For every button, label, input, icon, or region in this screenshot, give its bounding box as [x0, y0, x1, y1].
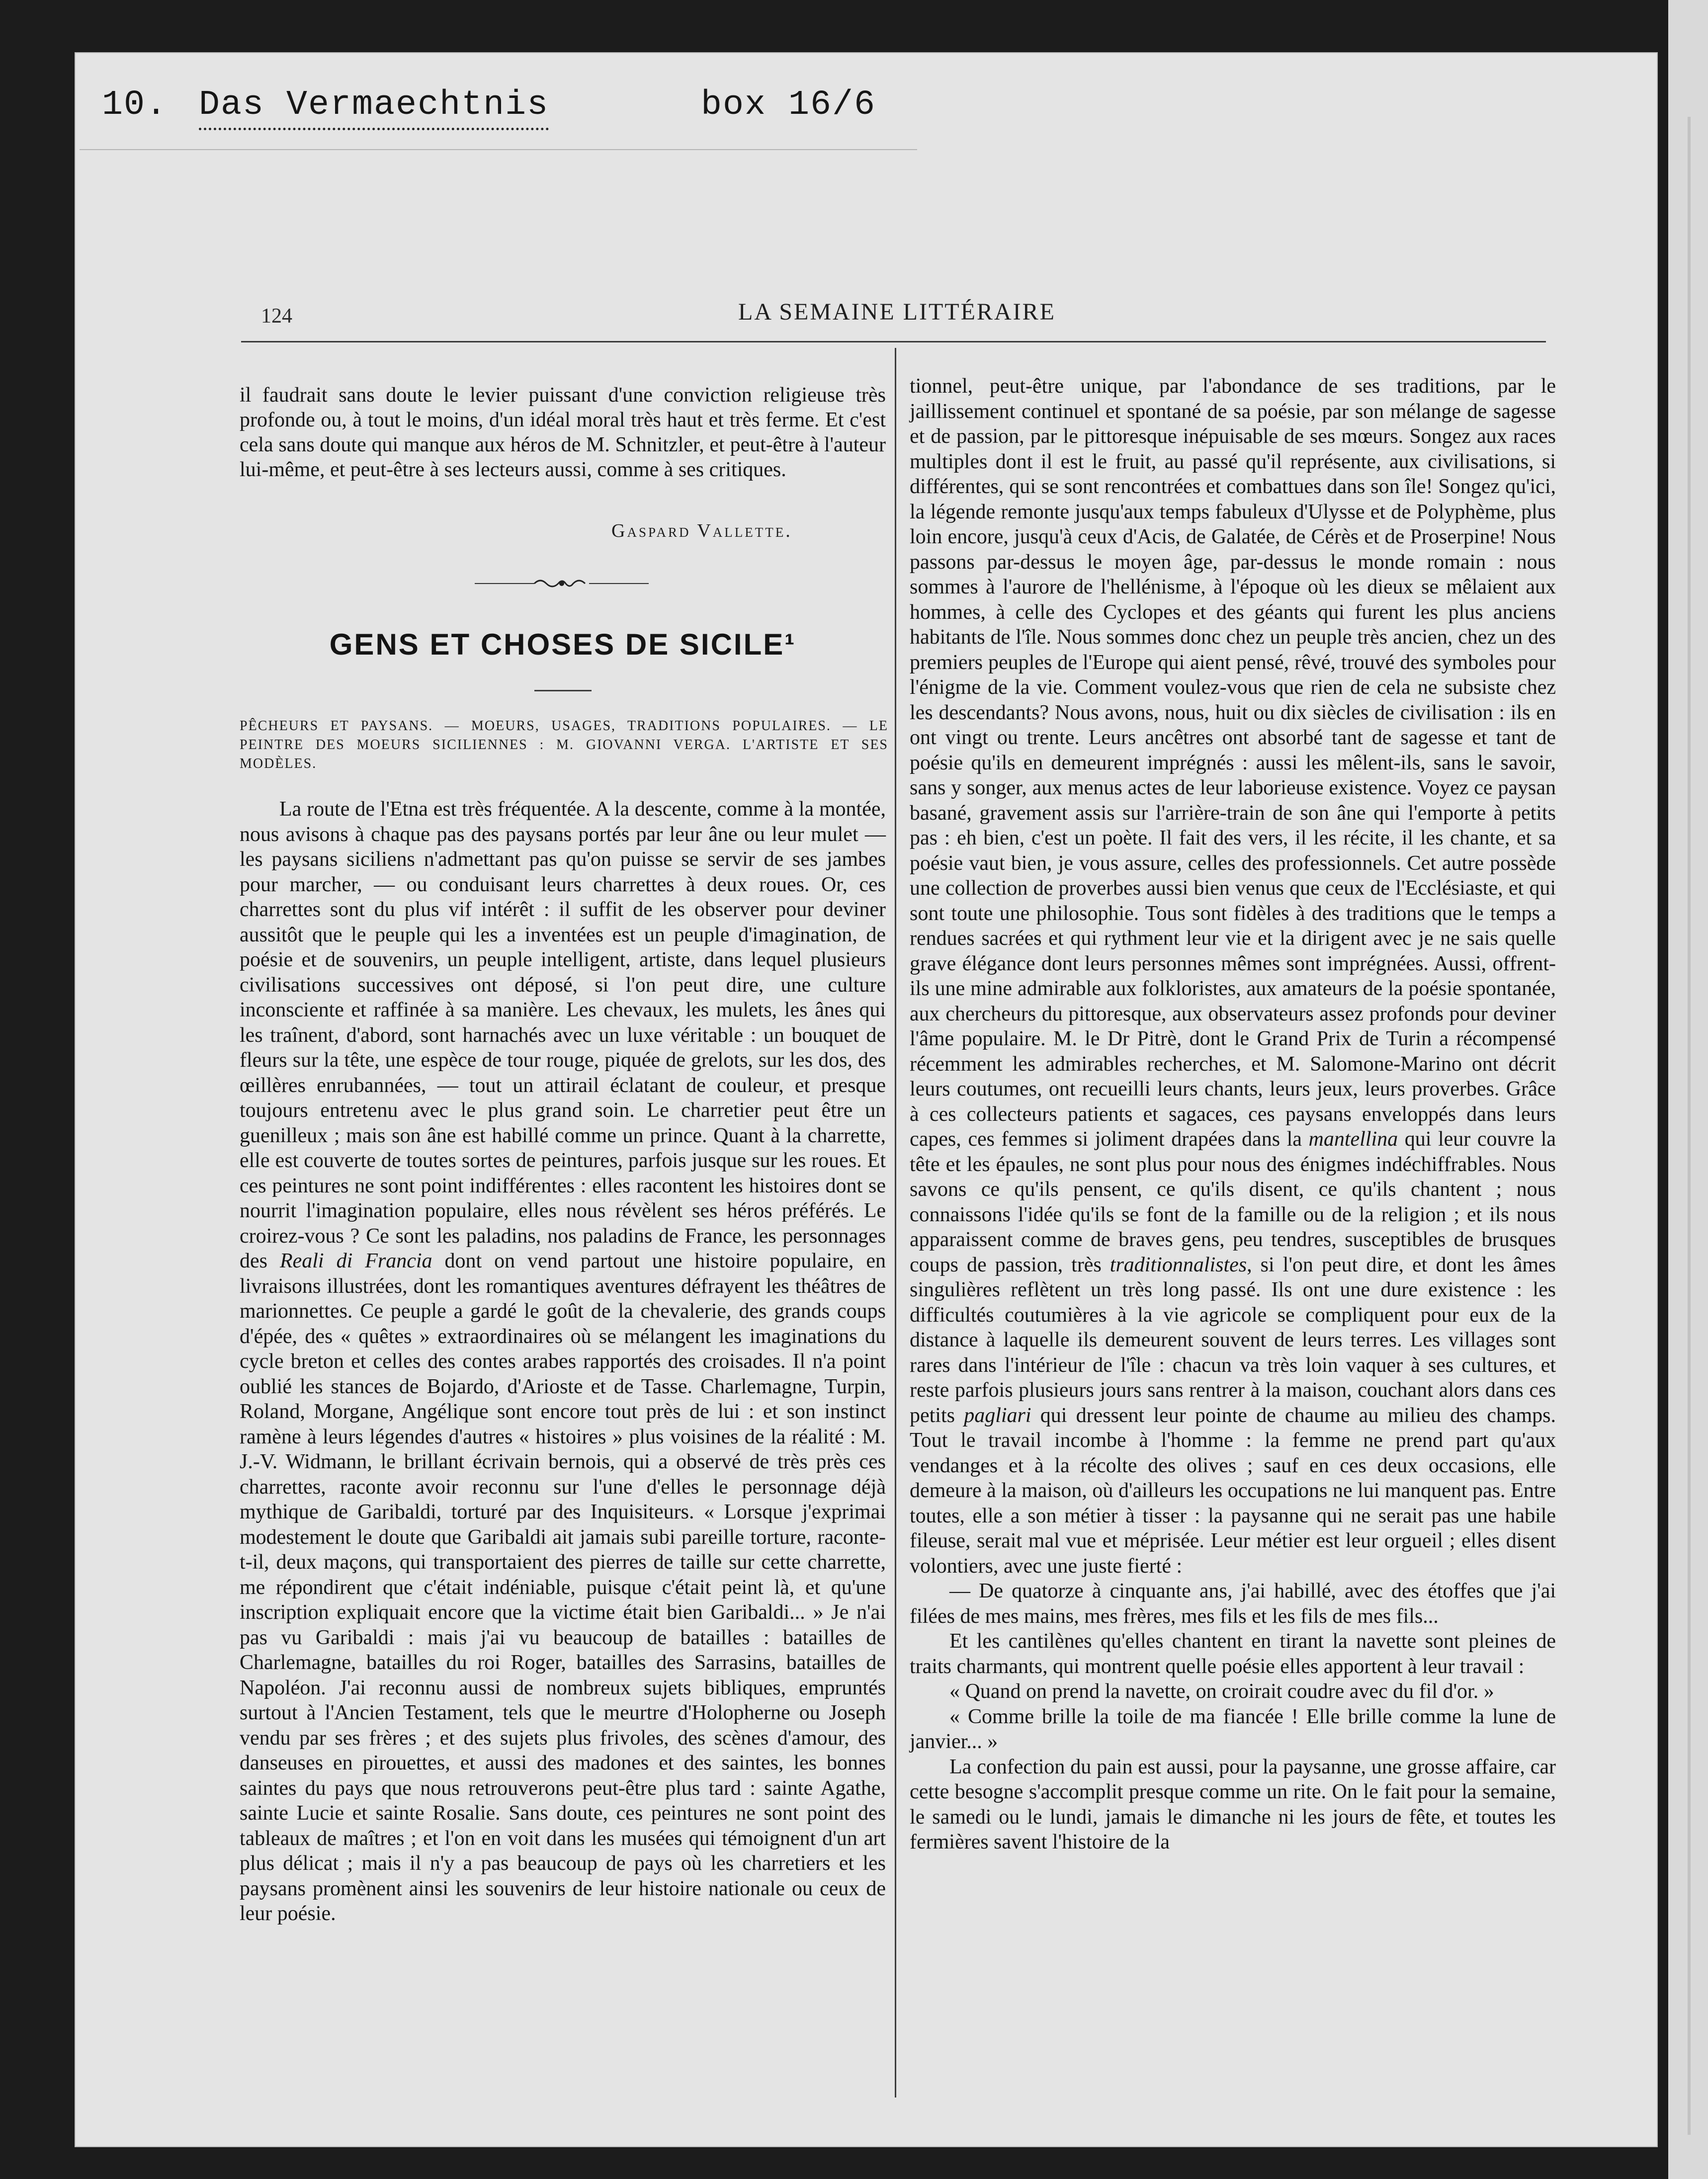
previous-article-text: il faudrait sans doute le levier puissant d'une conviction religieuse très profonde ou, à tout le moins, d'un idéal moral très haut et très ferme. Et c'est cela sans doute qui manque aux héros de M. Schnitzler, et peut-être à l'auteur lui-même, et peut-être à ses lecteurs aussi, comme à ses critiques. — [240, 384, 886, 481]
right-italic-traditionnalistes: traditionnalistes — [1110, 1253, 1247, 1276]
left-column-paragraph — [240, 797, 886, 1927]
article-subheads: PÊCHEURS ET PAYSANS. — MOEURS, USAGES, TRADITIONS POPULAIRES. — LE PEINTRE DES MOEURS SICILIENNES : M. GIOVANNI VERGA. L'ARTISTE ET SES MODÈLES. — [240, 718, 888, 771]
column-divider — [895, 348, 896, 2097]
right-quote-paragraph: — De quatorze à cinquante ans, j'ai habillé, avec des étoffes que j'ai filées de mes mains, mes frères, mes fils et les fils de mes fils... — [910, 1580, 1556, 1628]
title-rule — [534, 690, 592, 691]
previous-article-ending — [240, 383, 886, 482]
ornament-divider — [475, 576, 649, 591]
right-italic-mantellina: mantellina — [1308, 1128, 1398, 1151]
article-left-column — [240, 797, 886, 1927]
right-text-2: qui leur couvre la tête et les épaules, ne sont plus pour nous des énigmes indéchiffrables. Nous savons ce qu'ils pensent, ce qu'ils disent, ce qu'ils chantent ; nous connaissons l'idée qu'ils se font de la famille ou de la religion ; et ils nous apparaissent comme de braves gens, peu tendres, susceptibles de brusques coups de passion, très — [910, 1128, 1556, 1276]
archive-box: box 16/6 — [701, 85, 876, 125]
page-header — [241, 298, 1546, 343]
left-text-1: La route de l'Etna est très fréquentée. A la descente, comme à la montée, nous avisons à chaque pas des paysans portés par leur âne ou leur mulet — les paysans siciliens n'admettant pas qu'on puisse se servir de ses jambes pour marcher, — ou conduisant leurs charrettes à deux roues. Or, ces charrettes sont du plus vif intérêt : il suffit de les observer pour deviner aussitôt que le peuple qui les a inventées est un peuple d'imagination, de poésie et de souvenirs, un peuple intelligent, artiste, dans lequel plusieurs civilisations successives ont déposé, si l'on peut dire, une culture inconsciente et raffinée à sa manière. Les chevaux, les mulets, les ânes qui les traînent, d'abord, sont harnachés avec un luxe véritable : un bouquet de fleurs sur la tête, une espèce de tour rouge, piquée de grelots, sur les dos, des œillères enrubannées, — tout un attirail éclatant de couleur, et presque toujours entretenu avec le plus grand soin. Le charretier peut être un guenilleux ; mais son âne est habillé comme un prince. Quant à la charrette, elle est couverte de toutes sortes de peintures, parfois jusque sur les roues. Et ces peintures ne sont point indifférentes : elles racontent les histoires dont se nourrit l'imagination populaire, elles nous révèlent ses héros préférés. Le croirez-vous ? Ce sont les paladins, nos paladins de France, les personnages des — [240, 798, 886, 1272]
author-signature: Gaspard Vallette. — [611, 520, 792, 541]
left-text-2: dont on vend partout une histoire populaire, en livraisons illustrées, dont les romantiques aventures défrayent les théâtres de marionnettes. Ce peuple a gardé le goût de la chevalerie, des grands coups d'épée, des « quêtes » extraordinaires où se mélangent les imaginations du cycle breton et celles des contes arabes rapportés des croisades. Il n'a point oublié les stances de Bojardo, d'Arioste et de Tasse. Charlemagne, Turpin, Roland, Morgane, Angélique sont encore tout près de lui : et son instinct ramène à leurs légendes d'autres « histoires » plus voisines de la réalité : M. J.-V. Widmann, le brillant écrivain bernois, qui a observé de très près ces charrettes, raconte avoir reconnu sur l'une d'elles le personnage déjà mythique de Garibaldi, torturé par des Inquisiteurs. « Lorsque j'exprimai modestement le doute que Garibaldi ait jamais subi pareille torture, raconte-t-il, deux maçons, qui transportaient des pierres de taille sur cette charrette, me répondirent que c'était indéniable, puisque c'était peint là, et qu'une inscription expliquait encore que la victime était bien Garibaldi... » Je n'ai pas vu Garibaldi : mais j'ai vu beaucoup de batailles : batailles de Charlemagne, batailles du roi Roger, batailles des Sarrasins, batailles de Napoléon. J'ai reconnu aussi de nombreux sujets bibliques, empruntés surtout à l'Ancien Testament, tels que le meurtre d'Holopherne ou Joseph vendu par ses frères ; et des sujets plus frivoles, des scènes d'amour, des danseuses en pirouettes, et aussi des madones et des saintes, les bonnes saintes du pays que nous retrouverons peut-être plus tard : sainte Agathe, sainte Lucie et sainte Rosalie. Sans doute, ces peintures ne sont point des tableaux de maîtres ; et l'on en voit dans les musées qui témoignent d'un art plus délicat ; mais il n'y a pas beaucoup de pays où les charretiers et les paysans promènent ainsi les souvenirs de leur histoire nationale ou ceux de leur poésie. — [240, 1250, 886, 1925]
right-paragraph-pain: La confection du pain est aussi, pour la paysanne, une grosse affaire, car cette besogne s'accomplit presque comme un rite. On le fait pour la semaine, le samedi ou le lundi, jamais le dimanche ni les jours de fête, et toutes les fermières savent l'histoire de la — [910, 1755, 1556, 1853]
archive-number: 10. — [102, 85, 168, 125]
right-italic-pagliari: pagliari — [964, 1404, 1031, 1427]
archive-tag-rule — [80, 149, 917, 150]
running-head: LA SEMAINE LITTÉRAIRE — [738, 299, 1056, 325]
right-text-4: qui dressent leur pointe de chaume au milieu des champs. Tout le travail incombe à l'homme : la femme ne prend part qu'aux vendanges et à la récolte des olives ; sauf en ces deux occasions, elle demeure à la maison, où d'ailleurs les occupations ne lui manquent pas. Entre toutes, elle a son métier à tisser : la paysanne qui ne serait pas une habile fileuse, serait mal vue et méprisée. Leur métier est leur orgueil ; elles disent volontiers, avec une juste fierté : — [910, 1404, 1556, 1578]
article-title: GENS ET CHOSES DE SICILE¹ — [329, 628, 796, 661]
right-column-paragraph — [910, 374, 1556, 1579]
archive-title: Das Vermaechtnis — [199, 85, 549, 130]
left-italic-reali: Reali di Francia — [279, 1250, 432, 1272]
page-number: 124 — [261, 305, 292, 328]
right-text-3: , si l'on peut dire, et dont les âmes singulières reflètent un très long passé. Ils ont une dure existence : les difficultés coutumières à la vie agricole se compliquent pour eux de la distance à laquelle ils demeurent souvent de leurs terres. Les villages sont rares dans l'intérieur de l'île : chacun va très loin vaquer à ses cultures, et reste parfois plusieurs jours sans rentrer à la maison, couchant alors dans ces petits — [910, 1253, 1556, 1427]
header-rule — [241, 341, 1546, 342]
right-paragraph-cantilenes: Et les cantilènes qu'elles chantent en tirant la navette sont pleines de traits charmants, qui montrent quelle poésie elles apportent à leur travail : — [910, 1630, 1556, 1678]
right-text-1: tionnel, peut-être unique, par l'abondance de ses traditions, par le jaillissement continuel et spontané de sa poésie, par son mélange de sagesse et de passion, par le pittoresque inépuisable de ses mœurs. Songez aux races multiples dont il est le fruit, au passé qu'il représente, aux civilisations, si différentes, qui se sont rencontrées et combattues dans son île! Songez qu'ici, la légende remonte jusqu'aux temps fabuleux d'Ulysse et de Polyphème, plus loin encore, jusqu'à ceux d'Acis, de Galatée, de Cérès et de Proserpine! Nous passons par-dessus le moyen âge, par-dessus le monde romain : nous sommes à l'aurore de l'hellénisme, à l'époque où les dieux se mêlaient aux hommes, à celle des Cyclopes et des géants qui furent les plus anciens habitants de l'île. Nous sommes donc chez un peuple très ancien, chez un des premiers peuples de l'Europe qui aient pensé, rêvé, trouvé des symboles pour l'énigme de la vie. Comment voulez-vous que rien de cela ne subsiste chez les descendants? Nous avons, nous, huit ou dix siècles de civilisation : ils en ont vingt ou trente. Leurs ancêtres ont absorbé tant de sagesse et tant de poésie qu'ils en demeurent imprégnés : aussi les mêlent-ils, sans le savoir, sans y songer, aux menus actes de leur laborieuse existence. Voyez ce paysan basané, gravement assis sur l'arrière-train de son âne qui l'emporte à petits pas : eh bien, c'est un poète. Il fait des vers, il les récite, il les chante, et sa poésie vaut bien, je vous assure, celles des professionnels. Cet autre possède une collection de proverbes aussi bien venus que ceux de l'Ecclésiaste, et qui sont toute une philosophie. Tous sont fidèles à des traditions que le temps a rendues sacrées et qui rythment leur vie et la dirigent avec je ne sais quelle grave élégance dont leurs personnes mêmes sont imprégnées. Aussi, offrent-ils une mine admirable aux folkloristes, aux amateurs de la poésie spontanée, aux chercheurs du pittoresque, aux observateurs assez profonds pour deviner l'âme populaire. M. le Dr Pitrè, dont le Grand Prix de Turin a récompensé récemment les admirables recherches, et M. Salomone-Marino ont décrit leurs coutumes, ont recueilli leurs chants, leurs jeux, leurs proverbes. Grâce à ces collecteurs patients et sagaces, ces paysans enveloppés dans leurs capes, ces femmes si joliment drapées dans la — [910, 375, 1556, 1151]
right-quote-toile: « Comme brille la toile de ma fiancée ! Elle brille comme la lune de janvier... » — [910, 1705, 1556, 1753]
sheet-fold-edge — [1688, 117, 1691, 2135]
right-quote-navette: « Quand on prend la navette, on croirait coudre avec du fil d'or. » — [949, 1680, 1494, 1703]
article-right-column — [910, 374, 1556, 1855]
